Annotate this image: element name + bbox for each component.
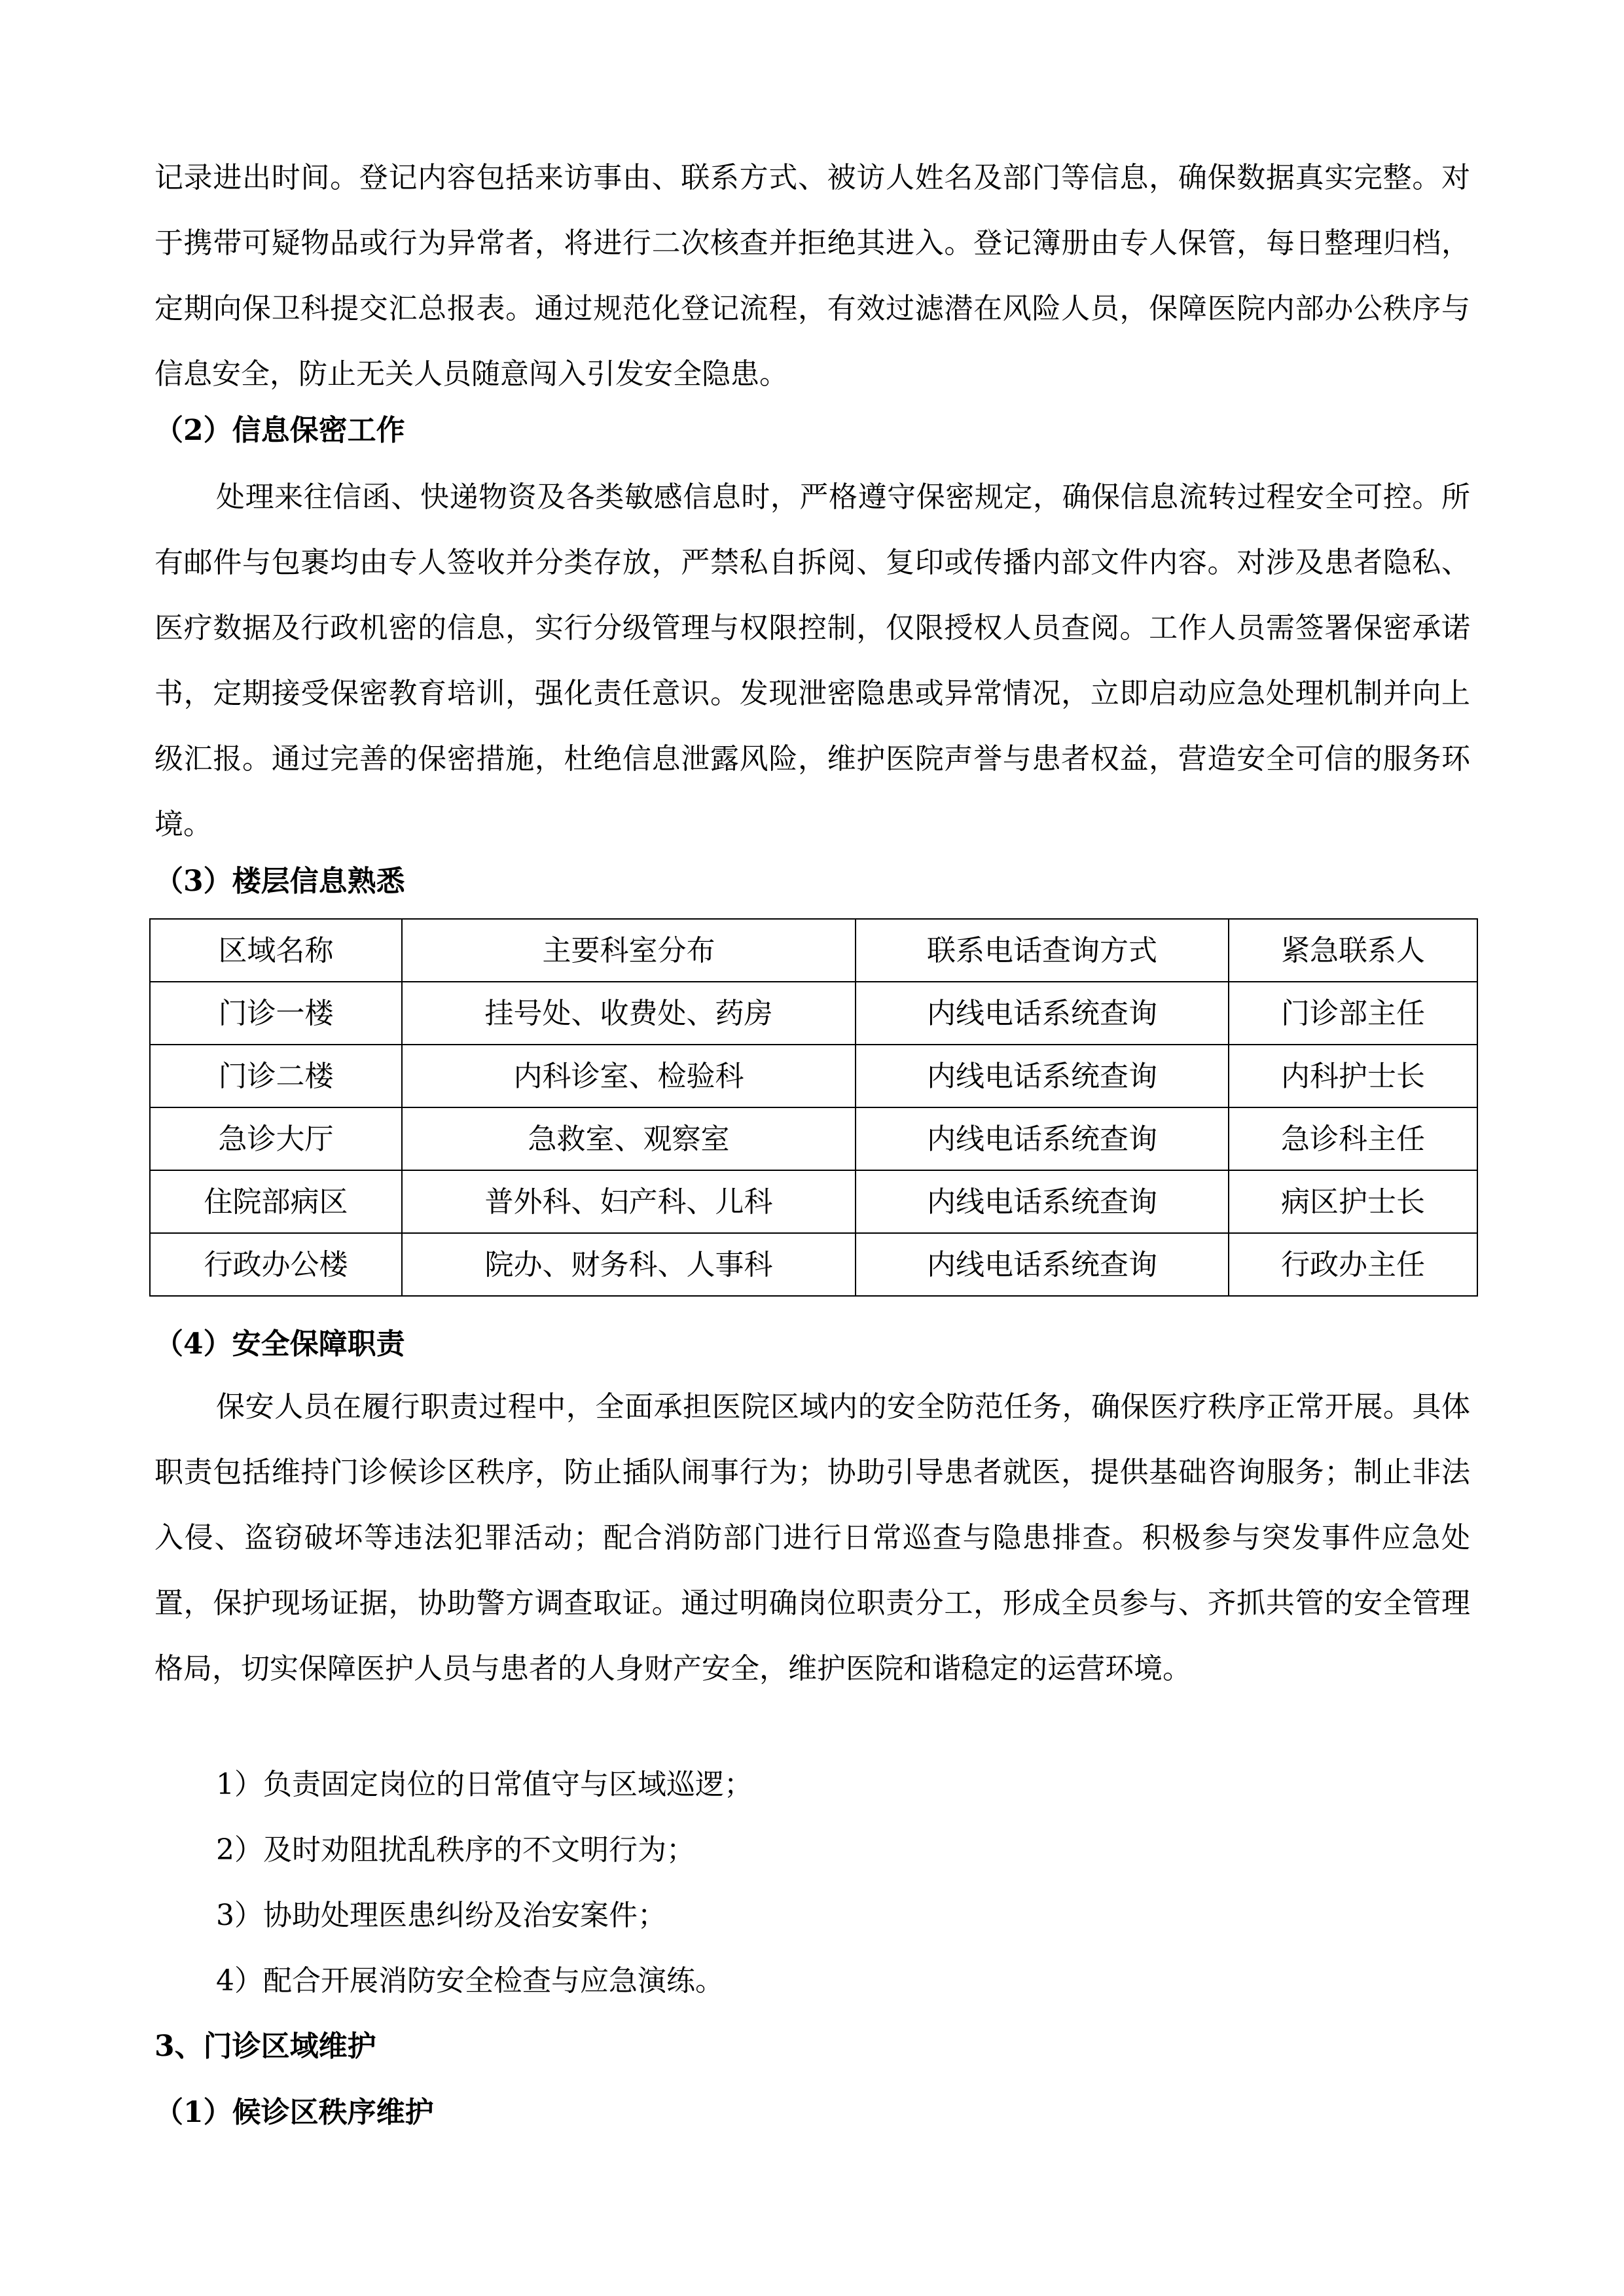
table-cell: 内线电话系统查询: [856, 1233, 1229, 1296]
table-cell: 内科护士长: [1229, 1045, 1477, 1107]
table-cell: 住院部病区: [150, 1170, 402, 1233]
table-row: [150, 1170, 1477, 1233]
table-cell: 行政办主任: [1229, 1233, 1477, 1296]
paragraph-security-duties: 保安人员在履行职责过程中，全面承担医院区域内的安全防范任务，确保医疗秩序正常开展。具体职责包括维持门诊候诊区秩序，防止插队闹事行为；协助引导患者就医，提供基础咨询服务；制止非法入侵、盗窃破坏等违法犯罪活动；配合消防部门进行日常巡查与隐患排查。积极参与突发事件应急处置，保护现场证据，协助警方调查取证。通过明确岗位职责分工，形成全员参与、齐抓共管的安全管理格局，切实保障医护人员与患者的人身财产安全，维护医院和谐稳定的运营环境。: [154, 1390, 1470, 1685]
table-cell: 行政办公楼: [150, 1233, 402, 1296]
list-item: 4）配合开展消防安全检查与应急演练。: [216, 1964, 724, 1998]
table-cell: 急救室、观察室: [402, 1107, 856, 1170]
table-header-row: [150, 919, 1477, 982]
table-cell: 挂号处、收费处、药房: [402, 982, 856, 1045]
paragraph-visitor-registration: 记录进出时间。登记内容包括来访事由、联系方式、被访人姓名及部门等信息，确保数据真实完整。对于携带可疑物品或行为异常者，将进行二次核查并拒绝其进入。登记簿册由专人保管，每日整理归档，定期向保卫科提交汇总报表。通过规范化登记流程，有效过滤潜在风险人员，保障医院内部办公秩序与信息安全，防止无关人员随意闯入引发安全隐患。: [154, 161, 1470, 391]
table-cell: 门诊部主任: [1229, 982, 1477, 1045]
floor-info-table: [149, 918, 1478, 1297]
heading-section-3: 3、门诊区域维护: [154, 2030, 376, 2063]
table-cell: 普外科、妇产科、儿科: [402, 1170, 856, 1233]
table-cell: 内科诊室、检验科: [402, 1045, 856, 1107]
table-cell: 病区护士长: [1229, 1170, 1477, 1233]
heading-floor-info: （3）楼层信息熟悉: [154, 865, 405, 898]
table-cell: 院办、财务科、人事科: [402, 1233, 856, 1296]
table-cell: 内线电话系统查询: [856, 1107, 1229, 1170]
heading-security-duties: （4）安全保障职责: [154, 1327, 405, 1361]
table-cell: 急诊科主任: [1229, 1107, 1477, 1170]
table-cell: 内线电话系统查询: [856, 1170, 1229, 1233]
table-header-cell: 联系电话查询方式: [856, 919, 1229, 982]
table-cell: 门诊二楼: [150, 1045, 402, 1107]
list-item: 3）协助处理医患纠纷及治安案件；: [216, 1899, 666, 1932]
table-header-cell: 紧急联系人: [1229, 919, 1477, 982]
table-cell: 急诊大厅: [150, 1107, 402, 1170]
table-row: [150, 1233, 1477, 1296]
list-item: 2）及时劝阻扰乱秩序的不文明行为；: [216, 1833, 695, 1867]
table-row: [150, 982, 1477, 1045]
paragraph-confidentiality: 处理来往信函、快递物资及各类敏感信息时，严格遵守保密规定，确保信息流转过程安全可控。所有邮件与包裹均由专人签收并分类存放，严禁私自拆阅、复印或传播内部文件内容。对涉及患者隐私、医疗数据及行政机密的信息，实行分级管理与权限控制，仅限授权人员查阅。工作人员需签署保密承诺书，定期接受保密教育培训，强化责任意识。发现泄密隐患或异常情况，立即启动应急处理机制并向上级汇报。通过完善的保密措施，杜绝信息泄露风险，维护医院声誉与患者权益，营造安全可信的服务环境。: [154, 480, 1470, 841]
heading-waiting-area-order: （1）候诊区秩序维护: [154, 2096, 434, 2129]
table-cell: 门诊一楼: [150, 982, 402, 1045]
table-row: [150, 1045, 1477, 1107]
table-row: [150, 1107, 1477, 1170]
heading-info-confidentiality: （2）信息保密工作: [154, 414, 405, 447]
table-header-cell: 区域名称: [150, 919, 402, 982]
table-cell: 内线电话系统查询: [856, 1045, 1229, 1107]
table-header-cell: 主要科室分布: [402, 919, 856, 982]
list-item: 1）负责固定岗位的日常值守与区域巡逻；: [216, 1768, 753, 1801]
table-cell: 内线电话系统查询: [856, 982, 1229, 1045]
